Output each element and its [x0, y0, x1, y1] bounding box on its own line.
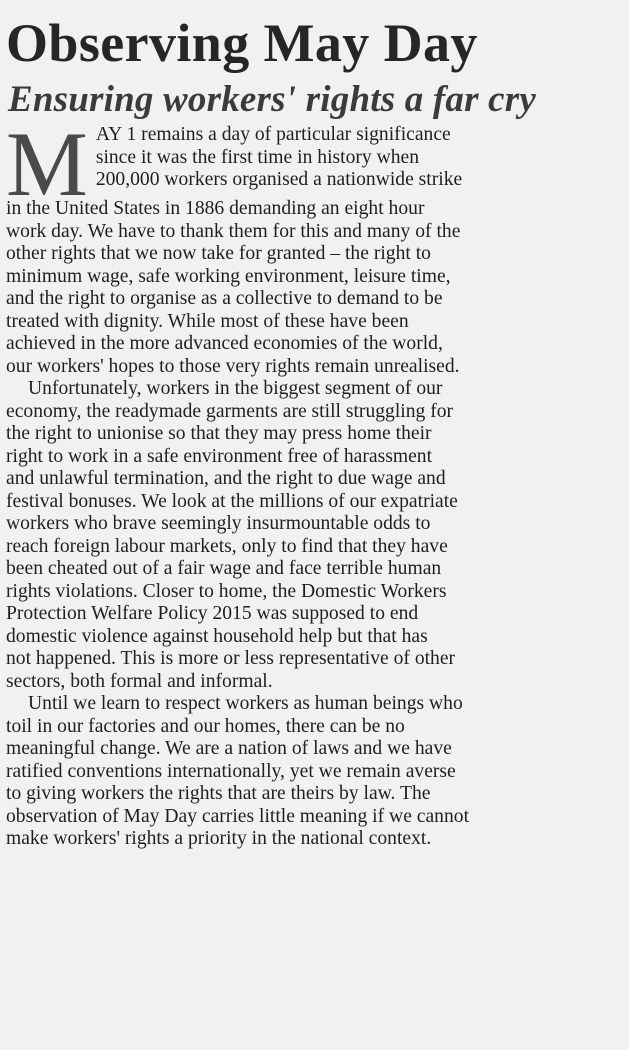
text-line: our workers' hopes to those very rights remain unrealised.: [6, 355, 460, 377]
text-line: been cheated out of a fair wage and face terrible human: [6, 558, 442, 579]
drop-cap: M: [6, 113, 88, 215]
text-line: in the United States in 1886 demanding an eight hour: [6, 198, 425, 219]
text-line: ratified conventions internationally, yet we remain averse: [6, 760, 456, 782]
article-body: [6, 113, 605, 851]
paragraph-1: [6, 113, 605, 378]
text-line: Unfortunately, workers in the biggest segment of our: [28, 378, 443, 399]
subheadline: Ensuring workers' rights a far cry: [8, 79, 537, 120]
text-line: right to work in a safe environment free of harassment: [6, 445, 433, 467]
paragraph-2: [6, 378, 605, 693]
text-line: meaningful change. We are a nation of laws and we have: [6, 738, 452, 759]
paragraph-3: [6, 693, 605, 851]
text-line: to giving workers the rights that are theirs by law. The: [6, 783, 431, 804]
text-line: and unlawful termination, and the right to due wage and: [6, 468, 446, 489]
text-line: Until we learn to respect workers as human beings who: [28, 693, 463, 714]
text-line: not happened. This is more or less representative of other: [6, 648, 456, 669]
text-line: the right to unionise so that they may press home their: [6, 423, 432, 444]
text-line: minimum wage, safe working environment, leisure time,: [6, 265, 451, 287]
text-line: reach foreign labour markets, only to find that they have: [6, 535, 448, 557]
text-line: 200,000 workers organised a nationwide strike: [95, 169, 463, 190]
text-line: festival bonuses. We look at the millions of our expatriate: [6, 490, 458, 512]
text-line: since it was the first time in history when: [95, 146, 420, 168]
headline: Observing May Day: [6, 13, 478, 73]
text-line: achieved in the more advanced economies of the world,: [6, 333, 443, 354]
text-line: economy, the readymade garments are still struggling for: [6, 400, 454, 422]
text-line: domestic violence against household help but that has: [6, 625, 428, 647]
text-line: toil in our factories and our homes, there can be no: [6, 715, 405, 737]
text-line: sectors, both formal and informal.: [6, 670, 273, 692]
text-line: AY 1 remains a day of particular significance: [95, 124, 451, 145]
text-line: observation of May Day carries little meaning if we cannot: [6, 805, 470, 827]
text-line: work day. We have to thank them for this and many of the: [6, 220, 461, 242]
text-line: and the right to organise as a collective to demand to be: [6, 288, 443, 309]
text-line: other rights that we now take for granted – the right to: [6, 243, 431, 264]
text-line: Protection Welfare Policy 2015 was supposed to end: [6, 603, 419, 624]
text-line: rights violations. Closer to home, the Domestic Workers: [6, 580, 447, 602]
text-line: treated with dignity. While most of these have been: [6, 310, 409, 332]
text-line: make workers' rights a priority in the national context.: [6, 828, 432, 849]
text-line: workers who brave seemingly insurmountable odds to: [6, 513, 431, 534]
